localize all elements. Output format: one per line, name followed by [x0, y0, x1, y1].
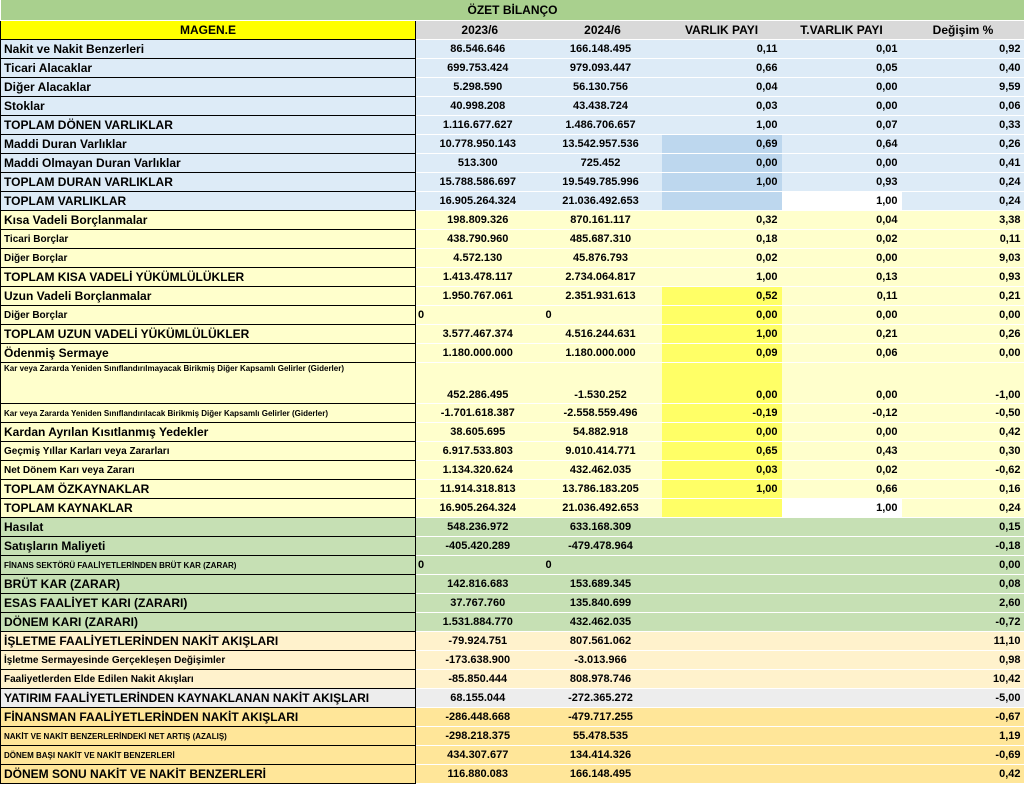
row-label: Kardan Ayrılan Kısıtlanmış Yedekler [1, 423, 416, 442]
row-label: Nakit ve Nakit Benzerleri [1, 40, 416, 59]
t-varlik-payi-cell [782, 765, 902, 784]
t-varlik-payi-cell: 0,43 [782, 442, 902, 461]
title-row [1, 0, 1024, 21]
value-2023-cell: 38.605.695 [416, 423, 544, 442]
t-varlik-payi-cell: 0,00 [782, 423, 902, 442]
row-label: Ticari Alacaklar [1, 59, 416, 78]
value-2023-cell: 37.767.760 [416, 594, 544, 613]
t-varlik-payi-cell [782, 556, 902, 575]
value-2024-cell: 2.351.931.613 [544, 287, 662, 306]
table-row [1, 173, 1024, 192]
value-2023-cell: 1.531.884.770 [416, 613, 544, 632]
row-label: DÖNEM SONU NAKİT VE NAKİT BENZERLERİ [1, 765, 416, 784]
table-row [1, 230, 1024, 249]
t-varlik-payi-cell: 0,11 [782, 287, 902, 306]
value-2023-cell: -286.448.668 [416, 708, 544, 727]
table-row [1, 78, 1024, 97]
row-label: FİNANS SEKTÖRÜ FAALİYETLERİNDEN BRÜT KAR (ZARAR) [1, 556, 416, 575]
value-2024-cell: -2.558.559.496 [544, 404, 662, 423]
t-varlik-payi-cell [782, 613, 902, 632]
degisim-cell: -0,50 [902, 404, 1024, 423]
row-label: ESAS FAALİYET KARI (ZARARI) [1, 594, 416, 613]
value-2023-cell: 452.286.495 [416, 363, 544, 404]
row-label: İŞLETME FAALİYETLERİNDEN NAKİT AKIŞLARI [1, 632, 416, 651]
varlik-payi-cell: 0,00 [662, 154, 782, 173]
value-2023-cell: 5.298.590 [416, 78, 544, 97]
value-2023-cell: 10.778.950.143 [416, 135, 544, 154]
value-2023-cell: 513.300 [416, 154, 544, 173]
varlik-payi-cell: 0,02 [662, 249, 782, 268]
table-row [1, 325, 1024, 344]
t-varlik-payi-cell [782, 746, 902, 765]
table-row [1, 727, 1024, 746]
value-2023-cell: -405.420.289 [416, 537, 544, 556]
row-label: Net Dönem Karı veya Zararı [1, 461, 416, 480]
varlik-payi-cell: 0,00 [662, 423, 782, 442]
table-row [1, 518, 1024, 537]
row-label: FİNANSMAN FAALİYETLERİNDEN NAKİT AKIŞLARI [1, 708, 416, 727]
t-varlik-payi-cell: 0,21 [782, 325, 902, 344]
t-varlik-payi-cell: 1,00 [782, 499, 902, 518]
degisim-cell: 9,03 [902, 249, 1024, 268]
degisim-cell: 0,16 [902, 480, 1024, 499]
row-label: BRÜT KAR (ZARAR) [1, 575, 416, 594]
value-2024-cell: 432.462.035 [544, 613, 662, 632]
row-label: TOPLAM ÖZKAYNAKLAR [1, 480, 416, 499]
row-label: Faaliyetlerden Elde Edilen Nakit Akışları [1, 670, 416, 689]
row-label: TOPLAM KISA VADELİ YÜKÜMLÜLÜKLER [1, 268, 416, 287]
value-2023-cell: 6.917.533.803 [416, 442, 544, 461]
row-label: Hasılat [1, 518, 416, 537]
table-row [1, 287, 1024, 306]
degisim-cell: 0,00 [902, 344, 1024, 363]
t-varlik-payi-cell: -0,12 [782, 404, 902, 423]
degisim-cell: 0,33 [902, 116, 1024, 135]
varlik-payi-cell: 0,32 [662, 211, 782, 230]
table-row [1, 404, 1024, 423]
value-2024-cell: -1.530.252 [544, 363, 662, 404]
row-label: TOPLAM VARLIKLAR [1, 192, 416, 211]
row-label: Diğer Borçlar [1, 306, 416, 325]
value-2023-cell: 68.155.044 [416, 689, 544, 708]
table-row [1, 632, 1024, 651]
value-2023-cell: 16.905.264.324 [416, 192, 544, 211]
value-2024-cell: 0 [544, 306, 662, 325]
t-varlik-payi-cell: 0,93 [782, 173, 902, 192]
row-label: Satışların Maliyeti [1, 537, 416, 556]
value-2024-cell: 808.978.746 [544, 670, 662, 689]
value-2023-cell: 0 [416, 306, 544, 325]
value-2024-cell: 45.876.793 [544, 249, 662, 268]
t-varlik-payi-cell [782, 727, 902, 746]
table-row [1, 97, 1024, 116]
value-2024-cell: 2.734.064.817 [544, 268, 662, 287]
row-label: Diğer Borçlar [1, 249, 416, 268]
varlik-payi-cell [662, 632, 782, 651]
degisim-cell: -0,72 [902, 613, 1024, 632]
degisim-cell: 9,59 [902, 78, 1024, 97]
varlik-payi-cell: 1,00 [662, 116, 782, 135]
value-2024-cell: 9.010.414.771 [544, 442, 662, 461]
table-row [1, 499, 1024, 518]
degisim-cell: 0,41 [902, 154, 1024, 173]
table-row [1, 116, 1024, 135]
degisim-cell: 0,24 [902, 173, 1024, 192]
varlik-payi-cell [662, 556, 782, 575]
value-2024-cell: 135.840.699 [544, 594, 662, 613]
row-label: DÖNEM KARI (ZARARI) [1, 613, 416, 632]
table-row [1, 442, 1024, 461]
row-label: TOPLAM DURAN VARLIKLAR [1, 173, 416, 192]
varlik-payi-cell [662, 613, 782, 632]
header-varlik-payi: VARLIK PAYI [662, 21, 782, 40]
table-row [1, 249, 1024, 268]
degisim-cell: -0,67 [902, 708, 1024, 727]
t-varlik-payi-cell: 0,07 [782, 116, 902, 135]
row-label: Kısa Vadeli Borçlanmalar [1, 211, 416, 230]
varlik-payi-cell: 0,00 [662, 306, 782, 325]
row-label: İşletme Sermayesinde Gerçekleşen Değişimler [1, 651, 416, 670]
degisim-cell: 0,15 [902, 518, 1024, 537]
table-row [1, 211, 1024, 230]
varlik-payi-cell [662, 708, 782, 727]
degisim-cell: 0,98 [902, 651, 1024, 670]
t-varlik-payi-cell: 0,05 [782, 59, 902, 78]
table-row [1, 480, 1024, 499]
degisim-cell: -0,69 [902, 746, 1024, 765]
varlik-payi-cell: 0,52 [662, 287, 782, 306]
value-2024-cell: 1.180.000.000 [544, 344, 662, 363]
varlik-payi-cell: 0,18 [662, 230, 782, 249]
value-2024-cell: -272.365.272 [544, 689, 662, 708]
t-varlik-payi-cell [782, 670, 902, 689]
table-row [1, 192, 1024, 211]
value-2024-cell: 485.687.310 [544, 230, 662, 249]
value-2023-cell: 40.998.208 [416, 97, 544, 116]
degisim-cell: -0,18 [902, 537, 1024, 556]
row-label: TOPLAM KAYNAKLAR [1, 499, 416, 518]
varlik-payi-cell: 1,00 [662, 268, 782, 287]
varlik-payi-cell [662, 575, 782, 594]
varlik-payi-cell [662, 192, 782, 211]
table-row [1, 306, 1024, 325]
value-2024-cell: 633.168.309 [544, 518, 662, 537]
header-degisim: Değişim % [902, 21, 1024, 40]
table-row [1, 613, 1024, 632]
t-varlik-payi-cell: 0,04 [782, 211, 902, 230]
sheet-title: ÖZET BİLANÇO [1, 0, 1024, 21]
t-varlik-payi-cell: 0,00 [782, 78, 902, 97]
t-varlik-payi-cell [782, 708, 902, 727]
value-2023-cell: 142.816.683 [416, 575, 544, 594]
degisim-cell: 0,92 [902, 40, 1024, 59]
value-2024-cell: 13.786.183.205 [544, 480, 662, 499]
varlik-payi-cell [662, 499, 782, 518]
varlik-payi-cell [662, 594, 782, 613]
value-2024-cell: 153.689.345 [544, 575, 662, 594]
value-2023-cell: -79.924.751 [416, 632, 544, 651]
t-varlik-payi-cell: 0,00 [782, 97, 902, 116]
t-varlik-payi-cell: 0,00 [782, 249, 902, 268]
row-label: YATIRIM FAALİYETLERİNDEN KAYNAKLANAN NAKİT AKIŞLARI [1, 689, 416, 708]
t-varlik-payi-cell: 0,02 [782, 461, 902, 480]
row-label: Diğer Alacaklar [1, 78, 416, 97]
table-row [1, 59, 1024, 78]
degisim-cell: 0,26 [902, 135, 1024, 154]
varlik-payi-cell [662, 765, 782, 784]
value-2023-cell: 1.116.677.627 [416, 116, 544, 135]
varlik-payi-cell [662, 537, 782, 556]
t-varlik-payi-cell: 0,00 [782, 363, 902, 404]
value-2023-cell: 116.880.083 [416, 765, 544, 784]
value-2023-cell: 1.134.320.624 [416, 461, 544, 480]
row-label: Ödenmiş Sermaye [1, 344, 416, 363]
table-row [1, 154, 1024, 173]
varlik-payi-cell: 0,00 [662, 363, 782, 404]
value-2023-cell: 434.307.677 [416, 746, 544, 765]
value-2024-cell: -3.013.966 [544, 651, 662, 670]
value-2023-cell: -1.701.618.387 [416, 404, 544, 423]
varlik-payi-cell: 0,65 [662, 442, 782, 461]
table-row [1, 575, 1024, 594]
value-2023-cell: 11.914.318.813 [416, 480, 544, 499]
header-ticker: MAGEN.E [1, 21, 416, 40]
row-label: NAKİT VE NAKİT BENZERLERİNDEKİ NET ARTIŞ (AZALIŞ) [1, 727, 416, 746]
varlik-payi-cell: 1,00 [662, 325, 782, 344]
value-2024-cell: 54.882.918 [544, 423, 662, 442]
varlik-payi-cell [662, 727, 782, 746]
varlik-payi-cell: 0,03 [662, 461, 782, 480]
value-2024-cell: 21.036.492.653 [544, 192, 662, 211]
t-varlik-payi-cell [782, 537, 902, 556]
degisim-cell: 0,26 [902, 325, 1024, 344]
header-t-varlik-payi: T.VARLIK PAYI [782, 21, 902, 40]
value-2023-cell: -173.638.900 [416, 651, 544, 670]
value-2024-cell: 1.486.706.657 [544, 116, 662, 135]
value-2023-cell: 16.905.264.324 [416, 499, 544, 518]
degisim-cell: 1,19 [902, 727, 1024, 746]
degisim-cell: 10,42 [902, 670, 1024, 689]
row-label: Stoklar [1, 97, 416, 116]
varlik-payi-cell: 0,11 [662, 40, 782, 59]
table-row [1, 746, 1024, 765]
row-label: Geçmiş Yıllar Karları veya Zararları [1, 442, 416, 461]
value-2023-cell: 15.788.586.697 [416, 173, 544, 192]
t-varlik-payi-cell [782, 575, 902, 594]
varlik-payi-cell: 0,03 [662, 97, 782, 116]
degisim-cell: 0,24 [902, 499, 1024, 518]
t-varlik-payi-cell: 0,02 [782, 230, 902, 249]
table-row [1, 135, 1024, 154]
degisim-cell: 0,08 [902, 575, 1024, 594]
varlik-payi-cell: 0,04 [662, 78, 782, 97]
value-2023-cell: -85.850.444 [416, 670, 544, 689]
value-2023-cell: 548.236.972 [416, 518, 544, 537]
degisim-cell: 0,42 [902, 423, 1024, 442]
value-2023-cell: 4.572.130 [416, 249, 544, 268]
value-2023-cell: 1.413.478.117 [416, 268, 544, 287]
table-row [1, 689, 1024, 708]
table-row [1, 765, 1024, 784]
value-2023-cell: 86.546.646 [416, 40, 544, 59]
degisim-cell: 0,00 [902, 306, 1024, 325]
row-label: Maddi Duran Varlıklar [1, 135, 416, 154]
table-row [1, 537, 1024, 556]
value-2023-cell: 699.753.424 [416, 59, 544, 78]
table-row [1, 40, 1024, 59]
t-varlik-payi-cell [782, 632, 902, 651]
value-2024-cell: 55.478.535 [544, 727, 662, 746]
varlik-payi-cell [662, 689, 782, 708]
value-2023-cell: 1.950.767.061 [416, 287, 544, 306]
t-varlik-payi-cell: 0,66 [782, 480, 902, 499]
value-2024-cell: 807.561.062 [544, 632, 662, 651]
t-varlik-payi-cell: 0,06 [782, 344, 902, 363]
value-2024-cell: 725.452 [544, 154, 662, 173]
degisim-cell: -0,62 [902, 461, 1024, 480]
varlik-payi-cell [662, 651, 782, 670]
table-row [1, 363, 1024, 404]
degisim-cell: 0,06 [902, 97, 1024, 116]
degisim-cell: 0,30 [902, 442, 1024, 461]
value-2024-cell: 432.462.035 [544, 461, 662, 480]
varlik-payi-cell [662, 670, 782, 689]
value-2024-cell: 4.516.244.631 [544, 325, 662, 344]
value-2024-cell: 134.414.326 [544, 746, 662, 765]
varlik-payi-cell: 1,00 [662, 480, 782, 499]
varlik-payi-cell [662, 518, 782, 537]
value-2024-cell: 166.148.495 [544, 765, 662, 784]
degisim-cell: 0,00 [902, 556, 1024, 575]
degisim-cell: 0,24 [902, 192, 1024, 211]
value-2024-cell: 21.036.492.653 [544, 499, 662, 518]
table-row [1, 708, 1024, 727]
header-row [1, 21, 1024, 40]
table-row [1, 594, 1024, 613]
varlik-payi-cell: 1,00 [662, 173, 782, 192]
degisim-cell: 11,10 [902, 632, 1024, 651]
varlik-payi-cell: -0,19 [662, 404, 782, 423]
table-row [1, 461, 1024, 480]
degisim-cell: -5,00 [902, 689, 1024, 708]
row-label: DÖNEM BAŞI NAKİT VE NAKİT BENZERLERİ [1, 746, 416, 765]
degisim-cell: 0,11 [902, 230, 1024, 249]
value-2024-cell: 979.093.447 [544, 59, 662, 78]
row-label: TOPLAM DÖNEN VARLIKLAR [1, 116, 416, 135]
value-2023-cell: 198.809.326 [416, 211, 544, 230]
table-row [1, 423, 1024, 442]
value-2023-cell: 3.577.467.374 [416, 325, 544, 344]
t-varlik-payi-cell: 0,64 [782, 135, 902, 154]
varlik-payi-cell [662, 746, 782, 765]
header-year-2023: 2023/6 [416, 21, 544, 40]
t-varlik-payi-cell [782, 651, 902, 670]
row-label: Uzun Vadeli Borçlanmalar [1, 287, 416, 306]
value-2023-cell: 438.790.960 [416, 230, 544, 249]
t-varlik-payi-cell: 0,00 [782, 306, 902, 325]
value-2024-cell: -479.717.255 [544, 708, 662, 727]
degisim-cell: 0,21 [902, 287, 1024, 306]
row-label: Ticari Borçlar [1, 230, 416, 249]
degisim-cell: -1,00 [902, 363, 1024, 404]
degisim-cell: 0,42 [902, 765, 1024, 784]
t-varlik-payi-cell [782, 594, 902, 613]
t-varlik-payi-cell [782, 518, 902, 537]
t-varlik-payi-cell [782, 689, 902, 708]
value-2024-cell: 166.148.495 [544, 40, 662, 59]
table-row [1, 651, 1024, 670]
value-2023-cell: 1.180.000.000 [416, 344, 544, 363]
table-row [1, 344, 1024, 363]
value-2024-cell: 56.130.756 [544, 78, 662, 97]
row-label: Maddi Olmayan Duran Varlıklar [1, 154, 416, 173]
value-2024-cell: 19.549.785.996 [544, 173, 662, 192]
t-varlik-payi-cell: 0,00 [782, 154, 902, 173]
degisim-cell: 2,60 [902, 594, 1024, 613]
degisim-cell: 0,93 [902, 268, 1024, 287]
value-2024-cell: 13.542.957.536 [544, 135, 662, 154]
varlik-payi-cell: 0,69 [662, 135, 782, 154]
value-2023-cell: 0 [416, 556, 544, 575]
value-2024-cell: 870.161.117 [544, 211, 662, 230]
header-year-2024: 2024/6 [544, 21, 662, 40]
degisim-cell: 3,38 [902, 211, 1024, 230]
varlik-payi-cell: 0,09 [662, 344, 782, 363]
t-varlik-payi-cell: 0,01 [782, 40, 902, 59]
row-label: Kar veya Zararda Yeniden Sınıflandırılmayacak Birikmiş Diğer Kapsamlı Gelirler (Giderler) [1, 363, 416, 404]
value-2024-cell: 0 [544, 556, 662, 575]
t-varlik-payi-cell: 0,13 [782, 268, 902, 287]
degisim-cell: 0,40 [902, 59, 1024, 78]
row-label: TOPLAM UZUN VADELİ YÜKÜMLÜLÜKLER [1, 325, 416, 344]
table-row [1, 268, 1024, 287]
table-row [1, 670, 1024, 689]
varlik-payi-cell: 0,66 [662, 59, 782, 78]
value-2023-cell: -298.218.375 [416, 727, 544, 746]
value-2024-cell: 43.438.724 [544, 97, 662, 116]
row-label: Kar veya Zararda Yeniden Sınıflandırılacak Birikmiş Diğer Kapsamlı Gelirler (Giderler) [1, 404, 416, 423]
value-2024-cell: -479.478.964 [544, 537, 662, 556]
t-varlik-payi-cell: 1,00 [782, 192, 902, 211]
table-row [1, 556, 1024, 575]
